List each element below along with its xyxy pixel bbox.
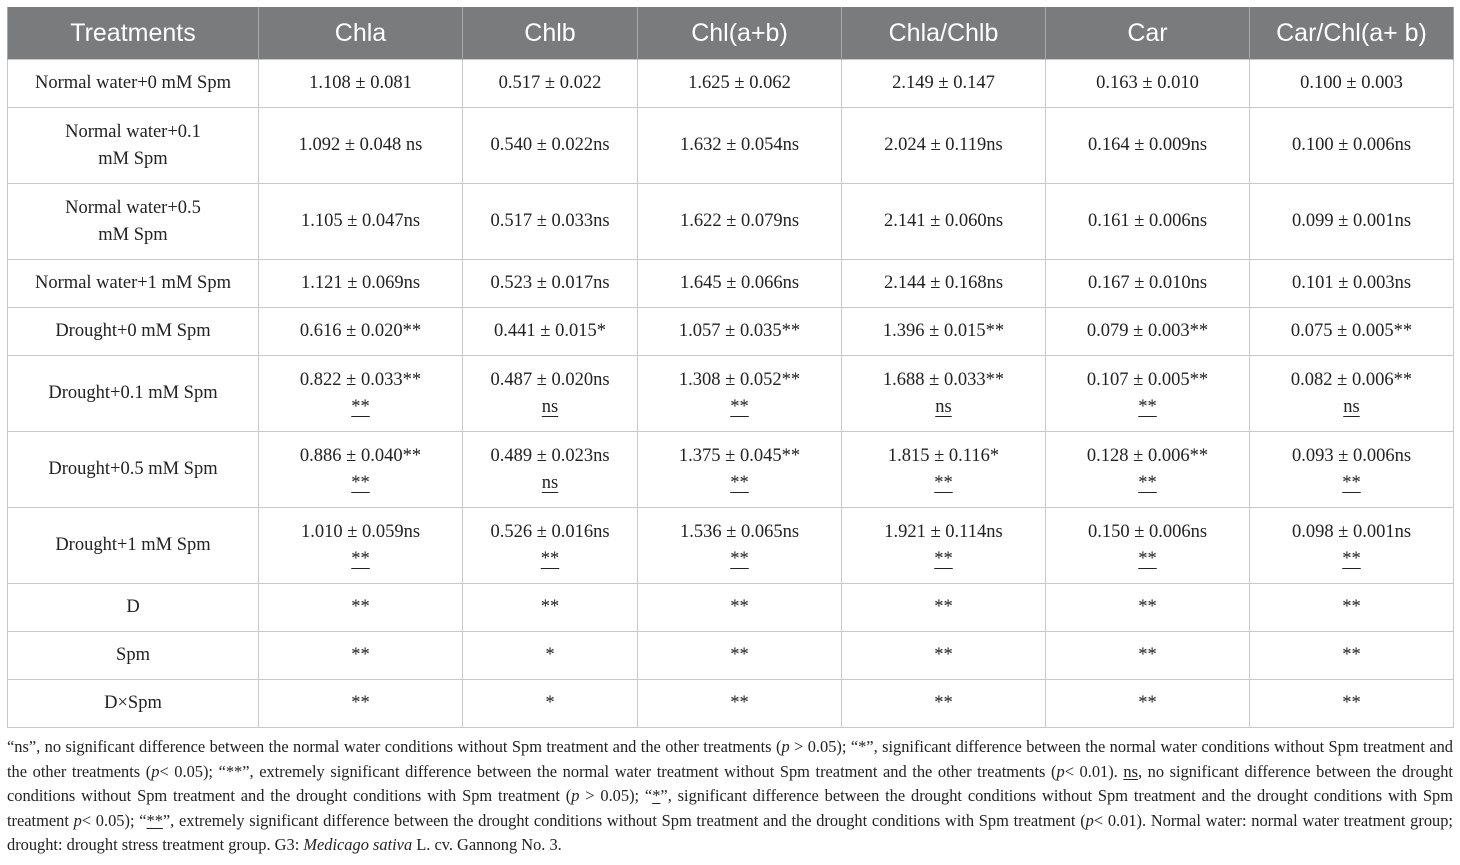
value-main: ** bbox=[1138, 693, 1157, 713]
value-cell bbox=[463, 184, 638, 260]
value-cell bbox=[1046, 680, 1250, 728]
table-row bbox=[8, 680, 1454, 728]
value-main: 1.057 ± 0.035** bbox=[678, 321, 801, 341]
drought-significance-mark: ** bbox=[351, 472, 370, 493]
value-cell bbox=[1046, 308, 1250, 356]
value-main: 0.167 ± 0.010ns bbox=[1087, 273, 1208, 293]
drought-significance-mark: ** bbox=[351, 548, 370, 569]
value-cell bbox=[1250, 184, 1454, 260]
treatment-cell: Normal water+0.1 mM Spm bbox=[8, 108, 259, 184]
drought-significance-mark: ** bbox=[1138, 548, 1157, 569]
value-main: 0.093 ± 0.006ns bbox=[1291, 445, 1412, 466]
table-row bbox=[8, 184, 1454, 260]
value-main: 0.100 ± 0.003 bbox=[1300, 73, 1403, 93]
value-main: 1.105 ± 0.047ns bbox=[300, 211, 421, 231]
value-main: 1.622 ± 0.079ns bbox=[679, 211, 800, 231]
treatment-cell: Normal water+1 mM Spm bbox=[8, 260, 259, 308]
value-main: 0.523 ± 0.017ns bbox=[490, 273, 610, 293]
value-cell bbox=[1046, 356, 1250, 432]
value-cell bbox=[259, 308, 463, 356]
value-main: 0.164 ± 0.009ns bbox=[1087, 135, 1208, 155]
value-cell bbox=[1046, 260, 1250, 308]
value-cell bbox=[259, 680, 463, 728]
value-cell bbox=[1250, 508, 1454, 584]
value-cell bbox=[1250, 60, 1454, 108]
drought-significance-mark: ns bbox=[541, 396, 559, 417]
value-cell bbox=[463, 680, 638, 728]
value-cell bbox=[463, 60, 638, 108]
value-main: 0.163 ± 0.010 bbox=[1096, 73, 1199, 93]
drought-significance-mark: ** bbox=[730, 396, 749, 417]
value-main: ** bbox=[351, 597, 370, 617]
treatment-cell: Normal water+0 mM Spm bbox=[8, 60, 259, 108]
value-main: 2.024 ± 0.119ns bbox=[884, 135, 1003, 155]
value-main: ** bbox=[730, 597, 749, 617]
value-main: 1.108 ± 0.081 bbox=[309, 73, 412, 93]
value-main: ** bbox=[540, 597, 560, 617]
value-main: ** bbox=[730, 645, 749, 665]
value-cell bbox=[1250, 632, 1454, 680]
value-main: ** bbox=[934, 693, 953, 713]
treatment-cell: Drought+0 mM Spm bbox=[8, 308, 259, 356]
value-cell bbox=[638, 60, 842, 108]
value-cell bbox=[1046, 508, 1250, 584]
value-main: 0.517 ± 0.022 bbox=[498, 73, 602, 93]
value-cell bbox=[259, 260, 463, 308]
value-cell bbox=[638, 432, 842, 508]
value-main: 0.886 ± 0.040** bbox=[299, 445, 422, 466]
value-main: ** bbox=[934, 597, 953, 617]
treatment-cell: Spm bbox=[8, 632, 259, 680]
value-cell bbox=[259, 632, 463, 680]
value-main: 0.150 ± 0.006ns bbox=[1087, 521, 1208, 542]
value-cell bbox=[1046, 184, 1250, 260]
treatment-cell: D×Spm bbox=[8, 680, 259, 728]
table-row bbox=[8, 356, 1454, 432]
value-cell bbox=[1046, 60, 1250, 108]
treatment-cell: Drought+1 mM Spm bbox=[8, 508, 259, 584]
treatment-cell: Drought+0.1 mM Spm bbox=[8, 356, 259, 432]
table-row bbox=[8, 108, 1454, 184]
value-main: 1.308 ± 0.052** bbox=[678, 369, 801, 390]
value-main: 1.121 ± 0.069ns bbox=[300, 273, 421, 293]
header-car-chl-ratio: Car/Chl(a+ b) bbox=[1250, 7, 1454, 60]
value-cell bbox=[1046, 432, 1250, 508]
value-cell bbox=[463, 308, 638, 356]
header-treatments: Treatments bbox=[8, 7, 259, 60]
table-row bbox=[8, 260, 1454, 308]
value-main: ** bbox=[351, 693, 370, 713]
drought-significance-mark: ** bbox=[730, 548, 749, 569]
value-main: 0.098 ± 0.001ns bbox=[1291, 521, 1412, 542]
value-main: ** bbox=[1342, 693, 1361, 713]
value-cell bbox=[638, 308, 842, 356]
value-cell bbox=[259, 60, 463, 108]
drought-significance-mark: ** bbox=[1342, 548, 1361, 569]
value-cell bbox=[842, 108, 1046, 184]
value-cell bbox=[638, 632, 842, 680]
value-main: 1.375 ± 0.045** bbox=[678, 445, 801, 466]
drought-significance-mark: ** bbox=[1138, 472, 1157, 493]
value-main: 0.616 ± 0.020** bbox=[299, 321, 422, 341]
header-row bbox=[8, 7, 1454, 60]
value-cell bbox=[1250, 308, 1454, 356]
value-main: 2.149 ± 0.147 bbox=[892, 73, 995, 93]
value-cell bbox=[638, 508, 842, 584]
header-chla-chlb-ratio: Chla/Chlb bbox=[842, 7, 1046, 60]
value-main: * bbox=[545, 693, 555, 713]
value-cell bbox=[842, 680, 1046, 728]
drought-significance-mark: ns bbox=[541, 472, 559, 493]
value-cell bbox=[842, 432, 1046, 508]
value-main: ** bbox=[1138, 645, 1157, 665]
value-main: ** bbox=[730, 693, 749, 713]
value-cell bbox=[638, 680, 842, 728]
value-main: 2.144 ± 0.168ns bbox=[883, 273, 1004, 293]
value-cell bbox=[842, 184, 1046, 260]
value-main: 0.107 ± 0.005** bbox=[1086, 369, 1209, 390]
value-cell bbox=[638, 584, 842, 632]
value-main: ** bbox=[1342, 645, 1361, 665]
table-row bbox=[8, 60, 1454, 108]
value-cell bbox=[259, 108, 463, 184]
value-cell bbox=[463, 584, 638, 632]
value-cell bbox=[638, 184, 842, 260]
value-cell bbox=[638, 108, 842, 184]
data-table-container bbox=[7, 7, 1453, 728]
value-cell bbox=[842, 632, 1046, 680]
table-row bbox=[8, 632, 1454, 680]
value-main: 1.536 ± 0.065ns bbox=[679, 521, 800, 542]
value-main: 1.688 ± 0.033** bbox=[882, 369, 1005, 390]
drought-significance-mark: ** bbox=[540, 548, 560, 569]
header-chla: Chla bbox=[259, 7, 463, 60]
value-main: ** bbox=[934, 645, 953, 665]
drought-significance-mark: ** bbox=[730, 472, 749, 493]
value-cell bbox=[1046, 632, 1250, 680]
header-chl-total: Chl(a+b) bbox=[638, 7, 842, 60]
value-cell bbox=[463, 356, 638, 432]
value-main: 0.075 ± 0.005** bbox=[1290, 321, 1413, 341]
table-row bbox=[8, 308, 1454, 356]
value-main: 1.645 ± 0.066ns bbox=[679, 273, 800, 293]
value-cell bbox=[1250, 432, 1454, 508]
value-cell bbox=[463, 108, 638, 184]
value-cell bbox=[1046, 108, 1250, 184]
value-main: 0.099 ± 0.001ns bbox=[1291, 211, 1412, 231]
value-main: 0.822 ± 0.033** bbox=[299, 369, 422, 390]
value-main: ** bbox=[1342, 597, 1361, 617]
value-cell bbox=[638, 260, 842, 308]
value-cell bbox=[1250, 584, 1454, 632]
value-main: 0.161 ± 0.006ns bbox=[1087, 211, 1208, 231]
value-cell bbox=[842, 308, 1046, 356]
value-main: 0.441 ± 0.015* bbox=[494, 321, 606, 341]
value-cell bbox=[842, 356, 1046, 432]
drought-significance-mark: ns bbox=[1343, 396, 1360, 417]
drought-significance-mark: ** bbox=[351, 396, 370, 417]
value-cell bbox=[259, 584, 463, 632]
value-main: 0.489 ± 0.023ns bbox=[490, 445, 610, 466]
value-cell bbox=[463, 432, 638, 508]
value-cell bbox=[463, 632, 638, 680]
value-main: 1.921 ± 0.114ns bbox=[884, 521, 1003, 542]
value-main: 1.632 ± 0.054ns bbox=[679, 135, 800, 155]
value-cell bbox=[842, 508, 1046, 584]
value-cell bbox=[1046, 584, 1250, 632]
value-main: 1.092 ± 0.048 ns bbox=[298, 135, 423, 155]
value-main: ** bbox=[1138, 597, 1157, 617]
value-main: 0.128 ± 0.006** bbox=[1086, 445, 1209, 466]
header-car: Car bbox=[1046, 7, 1250, 60]
drought-significance-mark: ns bbox=[935, 396, 952, 417]
value-main: 1.010 ± 0.059ns bbox=[300, 521, 421, 542]
value-main: 2.141 ± 0.060ns bbox=[883, 211, 1004, 231]
value-cell bbox=[1250, 260, 1454, 308]
drought-significance-mark: ** bbox=[1342, 472, 1361, 493]
value-main: 1.625 ± 0.062 bbox=[688, 73, 791, 93]
header-chlb: Chlb bbox=[463, 7, 638, 60]
table-footnote: “ns”, no significant difference between the normal water conditions without Spm treatment and the other treatments (p > 0.05); “*”, significant difference between the normal water conditions without Spm treatment and the other treatments (p< 0.05); “**”, extremely significant difference between the normal water treatment without Spm treatment and the other treatments (p< 0.01). ns, no significant difference between the drought conditions without Spm treatment and the drought conditions with Spm treatment (p > 0.05); “*”, significant difference between the drought conditions without Spm treatment and the drought conditions with Spm treatment p< 0.05); “**”, extremely significant difference between the drought conditions without Spm treatment and the drought conditions with Spm treatment (p< 0.01). Normal water: normal water treatment group; drought: drought stress treatment group. G3: Medicago sativa L. cv. Gannong No. 3. bbox=[7, 737, 1454, 855]
value-main: * bbox=[545, 645, 555, 665]
drought-significance-mark: ** bbox=[1138, 396, 1157, 417]
value-cell bbox=[842, 260, 1046, 308]
value-main: 0.101 ± 0.003ns bbox=[1291, 273, 1412, 293]
value-cell bbox=[1250, 108, 1454, 184]
table-row bbox=[8, 508, 1454, 584]
value-main: 0.517 ± 0.033ns bbox=[490, 211, 610, 231]
value-main: 0.079 ± 0.003** bbox=[1086, 321, 1209, 341]
value-cell bbox=[463, 508, 638, 584]
value-main: 0.540 ± 0.022ns bbox=[490, 135, 610, 155]
species-name: Medicago sativa bbox=[303, 835, 413, 855]
table-row bbox=[8, 432, 1454, 508]
value-main: 1.815 ± 0.116* bbox=[887, 445, 1000, 466]
table-row bbox=[8, 584, 1454, 632]
value-main: 1.396 ± 0.015** bbox=[882, 321, 1005, 341]
value-cell bbox=[842, 60, 1046, 108]
value-main: 0.487 ± 0.020ns bbox=[490, 369, 610, 390]
treatment-cell: Normal water+0.5 mM Spm bbox=[8, 184, 259, 260]
drought-significance-mark: ** bbox=[934, 472, 953, 493]
treatment-cell: Drought+0.5 mM Spm bbox=[8, 432, 259, 508]
drought-significance-mark: ** bbox=[934, 548, 953, 569]
value-cell bbox=[1250, 356, 1454, 432]
value-main: 0.082 ± 0.006** bbox=[1290, 369, 1413, 390]
value-cell bbox=[1250, 680, 1454, 728]
value-cell bbox=[259, 184, 463, 260]
value-main: 0.100 ± 0.006ns bbox=[1291, 135, 1412, 155]
value-cell bbox=[463, 260, 638, 308]
value-cell bbox=[842, 584, 1046, 632]
value-cell bbox=[259, 432, 463, 508]
value-cell bbox=[259, 508, 463, 584]
chlorophyll-table bbox=[7, 7, 1454, 728]
value-main: 0.526 ± 0.016ns bbox=[490, 521, 610, 542]
treatment-cell: D bbox=[8, 584, 259, 632]
value-cell bbox=[638, 356, 842, 432]
value-cell bbox=[259, 356, 463, 432]
value-main: ** bbox=[351, 645, 370, 665]
